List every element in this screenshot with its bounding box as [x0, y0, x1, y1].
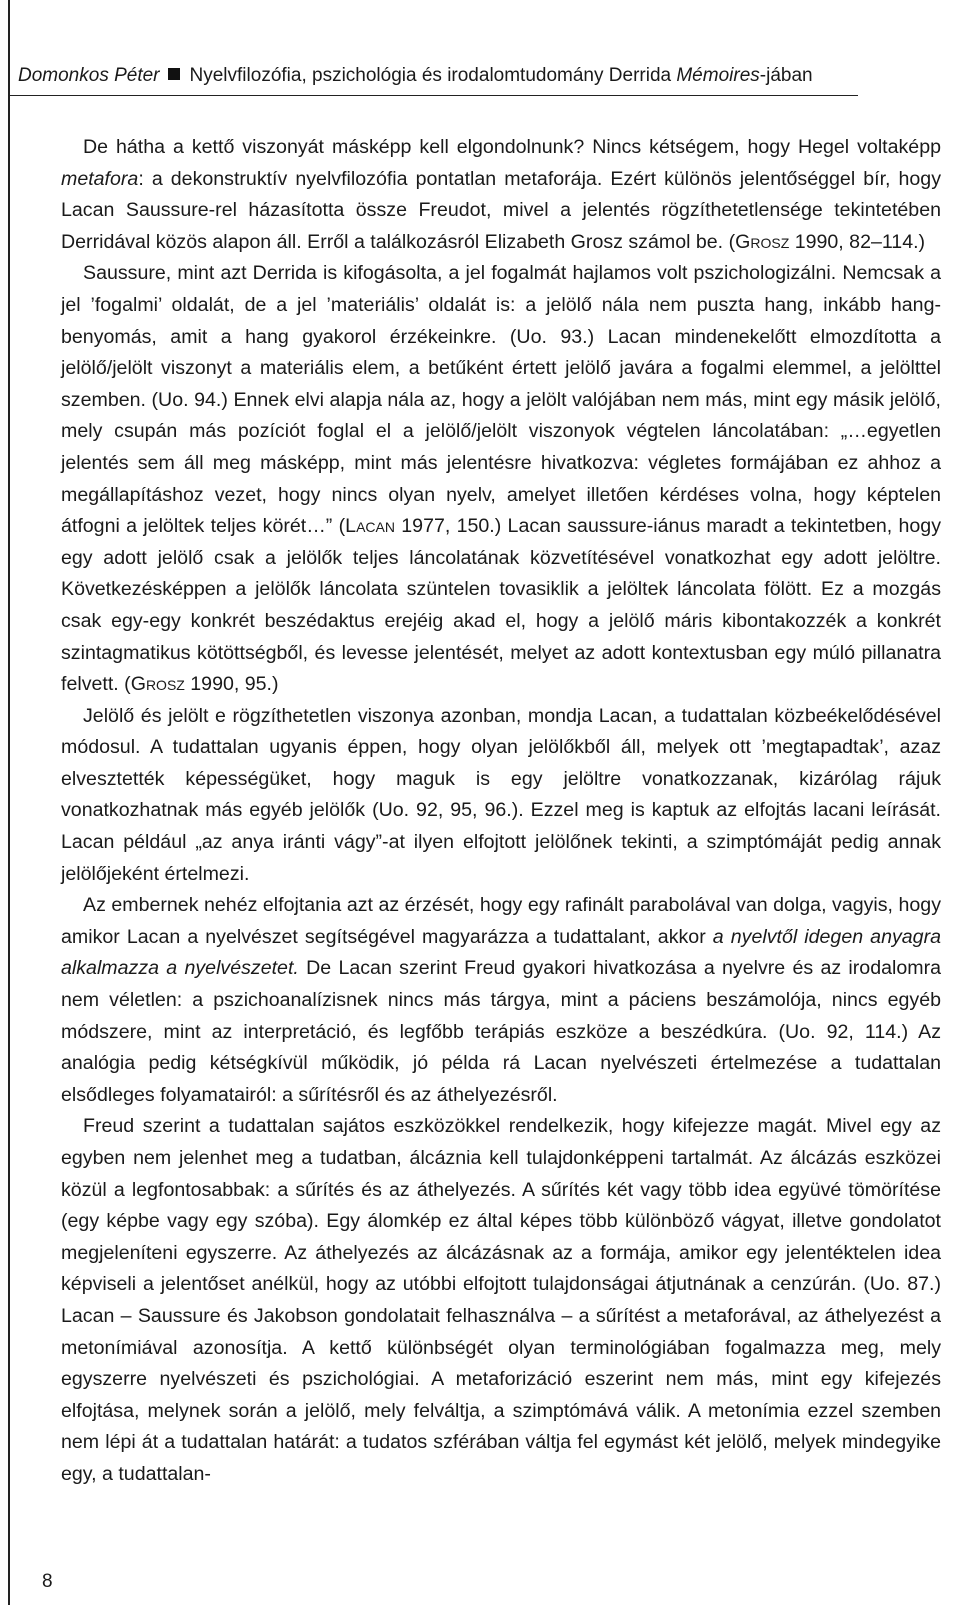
citation-author: Grosz: [130, 673, 185, 696]
paragraph-4-text-c: De Lacan szerint Freud gyakori hivatkozása a nyelvre és az irodalomra nem véletlen: a pszichoanalízisnek nincs más tárgya, mint a páciens beszámolója, nincs egyéb módszere, mint az interpretáció, és legfőbb terápiás eszköze a beszédkúra. (Uo. 92, 114.) Az analógia pedig kétségkívül működik, jó példa rá Lacan nyelvészeti értelmezése a tudattalan elsődleges folyamatairól: a sűrítésről és az áthelyezésről.: [61, 957, 941, 1106]
paragraph-1-text-a: De hátha a kettő viszonyát másképp kell elgondolnunk? Nincs kétségem, hogy Hegel voltaképp: [83, 136, 941, 158]
paragraph-4-text-a: Az embernek nehéz elfojtania azt az érzését, hogy egy rafinált parabolával van dolga, vagyis, hogy amikor Lacan a nyelvészet segítségével magyarázza a tudattalant, akkor: [61, 894, 941, 948]
citation-author: Lacan: [345, 515, 395, 538]
paragraph-1-text-c: : a dekonstruktív nyelvfilozófia pontatlan metaforája. Ezért különös jelentőséggel bír, hogy Lacan Saussure-rel házasította össze Freudot, mivel a jelentés rögzíthetetlensége tekintetében Derridával közös alapon áll. Erről a találkozásról Elizabeth Grosz számol be. (: [61, 167, 941, 253]
header-title-italic: Mémoires: [676, 65, 760, 86]
paragraph-3: Jelölő és jelölt e rögzíthetetlen viszonya azonban, mondja Lacan, a tudattalan közbeékelődésével módosul. A tudattalan ugyanis éppen, hogy olyan jelölőkből áll, melyek ott ’megtapadtak’, azaz elvesztették képességüket, hogy maguk is egy jelöltre vonatkozzanak, kizárólag rájuk vonatkozhatnak más egyéb jelölők (Uo. 92, 95, 96.). Ezzel meg is kaptuk az elfojtás lacani leírását. Lacan például „az anya iránti vágy”-at ilyen elfojtott jelölőnek tekinti, a szimptómáját pedig annak jelölőjeként értelmezi.: [61, 704, 941, 885]
paragraph-2: [61, 258, 941, 700]
paragraph-1-italic: metafora: [61, 167, 139, 190]
paragraph-2-text-c: 1977, 150.) Lacan saussure-iánus maradt a tekintetben, hogy egy adott jelölő csak a jelölők teljes láncolatának közvetítésével vonatkozhat egy adott jelöltre. Következésképpen a jelölők láncolata szüntelen tovasiklik a jelöltek láncolata fölött. Ez a mozgás csak egy-egy konkrét beszédaktus erejéig akad el, hogy a jelölő máris kibontakozzék a konkrét szintagmatikus kötöttségből, és levesse jelentését, melyet az adott kontextusban egy múló pillanatra felvett. (: [61, 515, 941, 696]
paragraph-2-text-a: Saussure, mint azt Derrida is kifogásolta, a jel fogalmát hajlamos volt pszichologizálni. Nemcsak a jel ’fogalmi’ oldalát, de a jel ’materiális’ oldalát is: a jelölő nála nem puszta hang, inkább hang-benyomás, amit a hang gyakorol érzékeinkre. (Uo. 93.) Lacan mindenekelőtt elmozdította a jelölő/jelölt viszonyt a materiális elem, a betűként értett jelölő javára a fogalmi elemmel, a jelölttel szemben. (Uo. 94.) Ennek elvi alapja nála az, hogy a jelölt valójában nem más, mint egy másik jelölő, mely csupán más pozíciót foglal el a jelölő/jelölt viszonyok végtelen láncolatában: „…egyetlen jelentés sem áll meg másképp, mint más jelentésre hivatkozva: végletes formájában ez ahhoz a megállapításhoz vezet, hogy nincs olyan nyelv, amelyet illetően kérdéses volna, hogy képtelen átfogni a jelöltek teljes körét…” (: [61, 262, 941, 538]
header-author: Domonkos Péter: [18, 65, 160, 86]
paragraph-4-italic: a nyelvtől idegen anyagra alkalmazza a nyelvészetet.: [61, 925, 941, 980]
citation-author: Grosz: [735, 230, 790, 253]
header-title-start: Nyelvfilozófia, pszichológia és irodalomtudomány Derrida: [189, 65, 677, 86]
page-number: 8: [42, 1571, 53, 1592]
running-header: [18, 64, 858, 88]
paragraph-1: [61, 132, 941, 258]
body-text: [61, 132, 941, 1491]
header-title-end: -jában: [759, 65, 813, 86]
paragraph-1-text-e: 1990, 82–114.): [789, 230, 926, 253]
header-square-bullet: [168, 68, 180, 80]
paragraph-4: [61, 890, 941, 1111]
left-margin-rule: [8, 0, 10, 1605]
paragraph-2-text-e: 1990, 95.): [184, 673, 279, 696]
header-rule: [10, 95, 858, 96]
paragraph-5: Freud szerint a tudattalan sajátos eszközökkel rendelkezik, hogy kifejezze magát. Mivel egy az egyben nem jelenhet meg a tudatban, álcáznia kell tulajdonképpeni tartalmát. Az álcázás eszközei közül a legfontosabbak: a sűrítés és az áthelyezés. A sűrítés két vagy több idea együvé tömörítése (egy képbe vagy egy szóba). Egy álomkép ez által képes több különböző vágyat, illetve gondolatot megjeleníteni egyszerre. Az áthelyezés az álcázásnak az a formája, amikor egy jelentéktelen idea képviseli a jelentőset anélkül, hogy az utóbbi elfojtott tulajdonságai átjutnának a cenzúrán. (Uo. 87.) Lacan – Saussure és Jakobson gondolatait felhasználva – a sűrítést a metaforával, az áthelyezést a metonímiával azonosítja. A kettő különbségét olyan terminológiában fogalmazza meg, mely egyszerre nyelvészeti és pszichológiai. A metaforizáció eszerint nem más, mint egy kifejezés elfojtása, melynek során a jelölő, mely felváltja, a szimptómává válik. A metonímia ezzel szemben nem lépi át a tudattalan határát: a tudatos szférában váltja fel egymást két jelölő, melyek mindegyike egy, a tudattalan-: [61, 1115, 941, 1485]
